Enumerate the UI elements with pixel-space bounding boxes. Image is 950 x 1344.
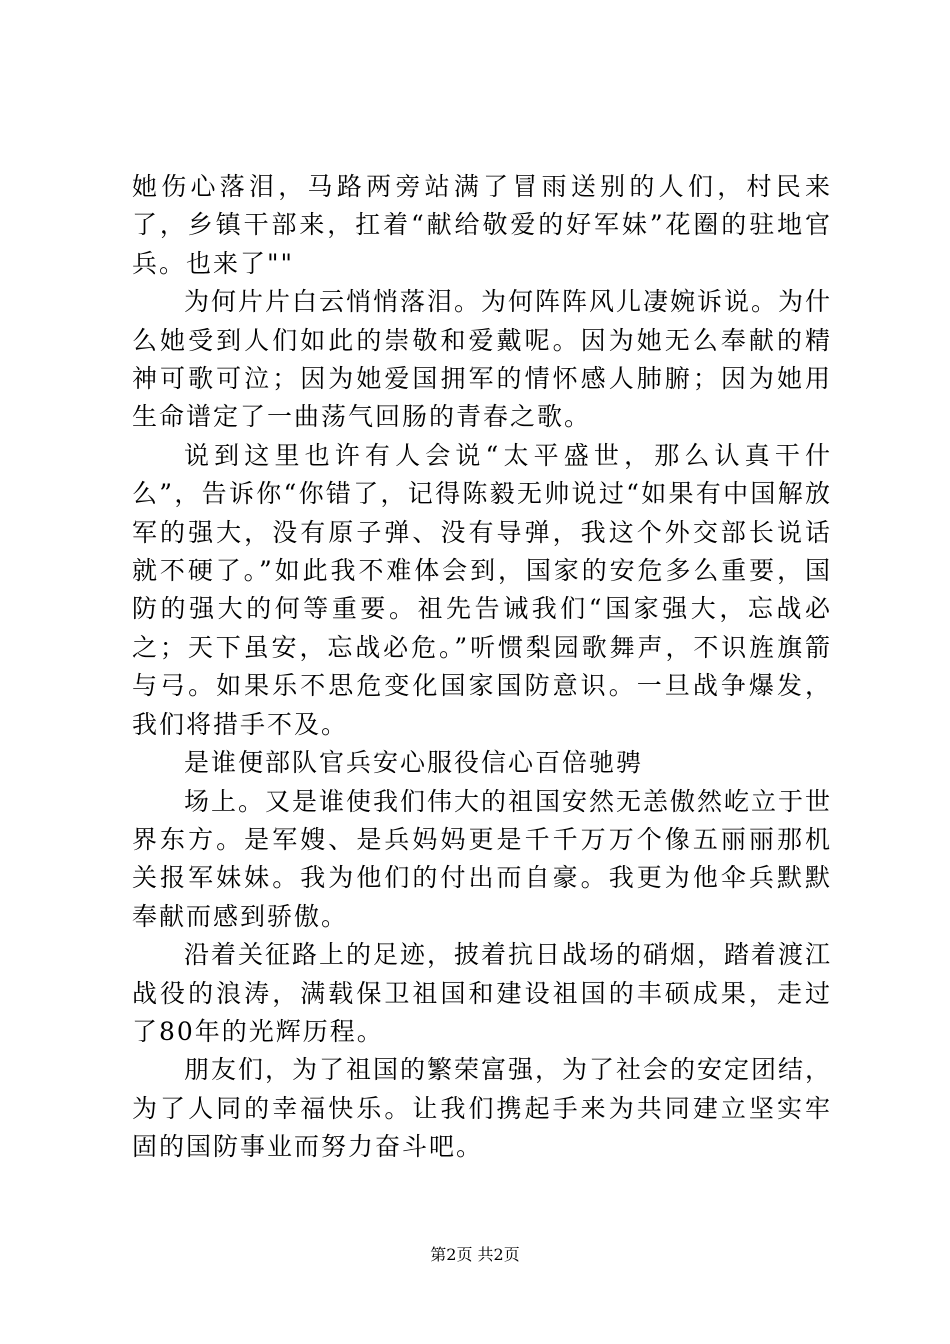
- paragraph-7: 朋友们，为了祖国的繁荣富强，为了社会的安定团结，为了人同的幸福快乐。让我们携起手来为共同建立坚实牢固的国防事业而努力奋斗吧。: [132, 1055, 833, 1162]
- document-body: [132, 168, 832, 1167]
- paragraph-3: 说到这里也许有人会说“太平盛世，那么认真干什么”，告诉你“你错了，记得陈毅无帅说过“如果有中国解放军的强大，没有原子弹、没有导弹，我这个外交部长说话就不硬了。”如此我不难体会到，国家的安危多么重要，国防的强大的何等重要。祖先告诫我们“国家强大，忘战必之；天下虽安，忘战必危。”听惯梨园歌舞声，不识旌旗箭与弓。如果乐不思危变化国家国防意识。一旦战争爆发，我们将措手不及。: [132, 440, 832, 739]
- page-number-footer: 第2页 共2页: [430, 1245, 520, 1264]
- paragraph-2: 为何片片白云悄悄落泪。为何阵阵风儿凄婉诉说。为什么她受到人们如此的崇敬和爱戴呢。因为她无么奉献的精神可歌可泣；因为她爱国拥军的情怀感人肺腑；因为她用生命谱定了一曲荡气回肠的青春之歌。: [132, 287, 833, 432]
- paragraph-6: 沿着关征路上的足迹，披着抗日战场的硝烟，踏着渡江战役的浪涛，满载保卫祖国和建设祖国的丰硕成果，走过了80年的光辉历程。: [132, 940, 833, 1046]
- paragraph-5: 场上。又是谁使我们伟大的祖国安然无恙傲然屹立于世界东方。是军嫂、是兵妈妈更是千千万万个像五丽丽那机关报军妹妹。我为他们的付出而自豪。我更为他伞兵默默奉献而感到骄傲。: [132, 786, 833, 931]
- paragraph-1: 她伤心落泪，马路两旁站满了冒雨送别的人们，村民来了，乡镇干部来，扛着“献给敬爱的好军妹”花圈的驻地官兵。也来了"": [132, 172, 832, 278]
- paragraph-4: 是谁便部队官兵安心服役信心百倍驰骋: [184, 748, 644, 778]
